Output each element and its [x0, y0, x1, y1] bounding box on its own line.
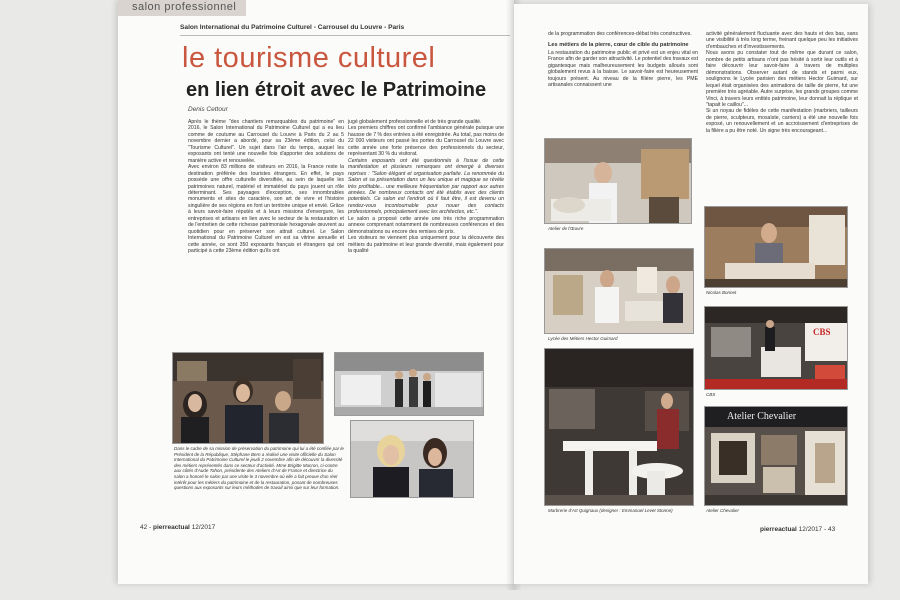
caption-atelier-oeuvre: Atelier de l'Œuvre [548, 226, 584, 231]
paragraph-quote: Certains exposants ont été questionnés à l'issue de cette manifestation et plusieurs remarques ont émergé à diverses reprises : "Salon élégant et organisation parfaite. La renommée du Salon et sa présentation dans un lieu unique et magique se révèle très profitable... une meilleure fréquentation par rapport aux autres années. De nombreux contacts ont été établis avec des clients potentiels. Ce salon est l'endroit où il faut être, il est devenu un rendez-vous incontournable pour nouer des contacts professionnels, principalement avec les architectes, etc.". [348, 157, 504, 216]
paragraph: de la programmation des conférences-débat très constructives. [548, 31, 692, 37]
cbs-sign: CBS [813, 327, 831, 337]
caption-cbs: CBS [706, 392, 716, 397]
section-heading: Les métiers de la pierre, cœur de cible du patrimoine [548, 42, 689, 49]
page-footer-left: 42 - pierreactual 12/2017 [140, 524, 216, 531]
photo-illustration [545, 139, 692, 224]
article-title-line2: en lien étroit avec le Patrimoine [186, 79, 487, 101]
photo-atelier-chevalier [704, 406, 848, 506]
photo-brigitte-macron [350, 420, 474, 498]
paragraph: Si un noyau de fidèles de cette manifestation (marbriers, tailleurs de pierre, sculpteurs, mosaïste, carriers) a été une nouvelle fois exposé, un renouvellement et un accroissement d'entreprises de la filière a pu être noté. Un signe très encourageant... [706, 108, 858, 134]
photo-caption-visit: Dans le cadre de sa mission de préservation du patrimoine qui lui a été confiée par le Président de la République, Stéphane Bern a réalisé une visite officielle du Salon International du Patrimoine Culturel le jeudi 2 novembre afin de découvrir la diversité des métiers représentés dans ce secteur d'activité. Mme Brigitte Macron, ci-contre aux côtés d'Aude Tahon, présidente des Ateliers d'Art de France et directrice du salon a honoré le salon par une visite le 3 novembre où elle a fait preuve d'un réel intérêt pour les métiers du patrimoine et de la restauration, posant de nombreuses questions aux exposants sur leurs méthodes de travail ainsi que sur leur formation. [174, 446, 344, 491]
paragraph: La restauration du patrimoine public et privé est un enjeu vital en France afin de garder son attractivité. Le potentiel des travaux est gigantesque mais malheureusement les budgets alloués sont globalement revus à la baisse. Le savoir-faire est heureusement toujours présent. Au niveau de la filière pierre, les PME artisanales connaissent une [548, 49, 698, 89]
article-author: Denis Cettour [188, 106, 228, 113]
paragraph: Nous avons pu constater tout de même que durant ce salon, nombre de petits artisans n'ont pas hésité à sortir leur outils et à faire découvrir leur savoir-faire à travers de multiples démonstrations. Observer autant de stands et parmi eux, soulignons le Lycée parisien des métiers Hector Guimard, sur lequel était organisées des animations de taille de pierre, fut une première très agréable. Autre surprise, les grands groupes comme Vinci, à travers leurs entités patrimoine, leur donnait la réplique et "tapait le caillou"... [706, 50, 858, 108]
paragraph: Les premiers chiffres ont confirmé l'ambiance générale puisque une hausse de 7 % des entrées a été enregistrée. Au total, pas moins de 22 000 visiteurs ont passé les portes du Carrousel du Louvre avec cette année une forte présence des professionnels du secteur, représentant 30 % du visitorat. [348, 125, 504, 158]
right-text-column-2 [706, 31, 858, 201]
issue-date: 12/2017 [191, 524, 216, 531]
caption-nicolas-bonnet: Nicolas Bonnet [706, 290, 737, 295]
photo-cbs-stand [704, 306, 848, 390]
paragraph: jugé globalement professionnelle et de très grande qualité. [348, 119, 482, 125]
magazine-name: pierreactual [760, 526, 797, 533]
photo-illustration [705, 207, 848, 288]
caption-marbrerie: Marbrerie d'Art Quignaux (designer : Emmanuel Levet Stonne) [548, 508, 673, 513]
caption-atelier-chevalier: Atelier Chevalier [706, 508, 740, 513]
photo-marbrerie-quignaux [544, 348, 694, 506]
section-rubric: salon professionnel [118, 0, 246, 16]
photo-nicolas-bonnet [704, 206, 848, 288]
photo-illustration [545, 249, 694, 334]
page-footer-right: pierreactual 12/2017 - 43 [760, 526, 836, 533]
right-page [514, 4, 868, 584]
article-title-line1: le tourisme culturel [182, 42, 436, 74]
magazine-name: pierreactual [153, 524, 190, 531]
photo-illustration [351, 421, 474, 498]
photo-illustration [545, 349, 694, 506]
paragraph: Après le thème "des chantiers remarquables du patrimoine" en 2016, le Salon International du Patrimoine Culturel qui a eu lieu comme de coutume au Carrousel du Louvre à Paris du 2 au 5 novembre dernier a abordé, pour sa 23ème édition, celui du "Tourisme Culturel". Un sujet dans l'air du temps, auquel les exposants ont tenté une nouvelle fois d'apporter des solutions de manière active et renouvelée. [188, 119, 344, 164]
photo-illustration [705, 307, 848, 390]
page-number: 43 [827, 526, 836, 533]
paragraph: Les visiteurs ne viennent plus uniquement pour la découverte des métiers du patrimoine et leur grande diversité, mais également pour la qualité [348, 235, 504, 255]
photo-stand-crowd [334, 352, 484, 416]
photo-illustration [173, 353, 324, 444]
paragraph: activité généralement fluctuante avec des hauts et des bas, sans une visibilité à très long terme, freinant quelque peu les initiatives d'embauches et d'investissements. [706, 31, 858, 50]
issue-date: 12/2017 [798, 526, 823, 533]
atelier-chevalier-sign: Atelier Chevalier [727, 411, 797, 422]
photo-lycee-hector-guimard [544, 248, 694, 334]
paragraph: Avec environ 83 millions de visiteurs en 2016, la France reste la destination préférée des touristes étrangers. En effet, le pays possède une offre culturelle diversifiée, au sein de laquelle les patrimoines naturel, matériel et immatériel du pays jouent un rôle déterminant. Ses paysages d'exception, ses innombrables monuments et sites de caractère, son art de vivre et l'histoire singulière de ses régions en font un territoire unique et envié. Grâce à leurs savoir-faire réputés et à leurs missions d'envergure, les entreprises et artisans en lien avec le secteur de la restauration et de l'entretien de cette richesse patrimoniale hexagonale œuvrent au quotidien pour en préserver son attrait culturel. Le Salon International du Patrimoine Culturel en est sa vitrine annuelle et cette année, ce sont 350 exposants français et étrangers qui ont participé à cette 23ème édition qu'ils ont [188, 164, 344, 255]
paragraph: Le salon a proposé cette année une très riche programmation annexe comprenant notamment de nombreuses conférences et des démonstrations ou encore des remises de prix. [348, 215, 504, 235]
left-text-column-2 [348, 119, 504, 339]
left-text-column-1 [188, 119, 344, 339]
right-text-column-1 [548, 31, 698, 135]
article-kicker: Salon International du Patrimoine Culturel - Carrousel du Louvre - Paris [180, 24, 510, 36]
left-page [118, 0, 514, 584]
page-number: 42 [140, 524, 148, 531]
photo-stephane-bern-visit [172, 352, 324, 444]
caption-lycee: Lycée des Métiers Hector Guimard [548, 336, 618, 341]
photo-atelier-oeuvre [544, 138, 692, 224]
photo-illustration [335, 353, 484, 416]
